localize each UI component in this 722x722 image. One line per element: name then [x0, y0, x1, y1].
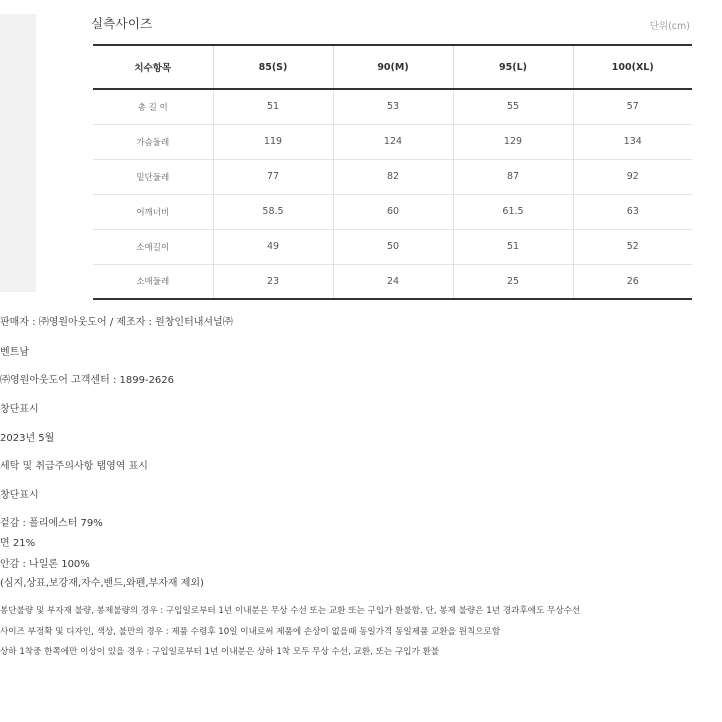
table-row: [93, 194, 692, 229]
table-row: [93, 124, 692, 159]
table-cell: 51: [453, 229, 573, 264]
table-cell: 55: [453, 89, 573, 124]
info-label-1: 창단표시: [0, 404, 39, 415]
table-cell: 77: [213, 159, 333, 194]
unit-label: 단위(cm): [649, 21, 690, 32]
row-label: 소매길이: [93, 229, 213, 264]
info-warranty-size: 사이즈 부정확 및 디자인, 색상, 불만의 경우 : 제품 수령후 10일 이내로써 제품에 손상이 없을때 동일가격 동일제품 교환을 원칙으로함: [0, 627, 501, 637]
row-label: 어깨너비: [93, 194, 213, 229]
table-cell: 53: [333, 89, 453, 124]
header-100xl: 100(XL): [573, 45, 692, 89]
info-seller: 판매자 : ㈜영원아웃도어 / 제조자 : 원창인터내셔널㈜: [0, 317, 233, 328]
table-cell: 63: [573, 194, 692, 229]
table-cell: 82: [333, 159, 453, 194]
size-table: [93, 44, 692, 300]
table-cell: 61.5: [453, 194, 573, 229]
section-title: 실측사이즈: [91, 16, 153, 31]
table-cell: 51: [213, 89, 333, 124]
table-cell: 52: [573, 229, 692, 264]
info-customer-center: ㈜영원아웃도어 고객센터 : 1899-2626: [0, 375, 175, 386]
info-outer-material: 겉감 : 폴리에스터 79%: [0, 518, 103, 529]
table-row: [93, 229, 692, 264]
row-label: 가슴둘레: [93, 124, 213, 159]
table-cell: 129: [453, 124, 573, 159]
info-warranty-defect: 봉단불량 및 부자재 불량, 봉제불량의 경우 : 구입일로부터 1년 이내분은 무상 수선 또는 교환 또는 구입가 환불함. 단, 봉제 불량은 1년 경과후에도 무상수선: [0, 606, 581, 616]
table-cell: 50: [333, 229, 453, 264]
row-label: 소매둘레: [93, 264, 213, 299]
table-cell: 60: [333, 194, 453, 229]
info-lining: 안감 : 나일론 100%: [0, 559, 90, 570]
info-cotton: 면 21%: [0, 538, 36, 549]
row-label: 총 길 이: [93, 89, 213, 124]
table-cell: 87: [453, 159, 573, 194]
info-warranty-set: 상하 1착중 한쪽에만 이상이 있을 경우 : 구입일로부터 1년 이내분은 상하 1착 모두 무상 수선, 교환, 또는 구입가 환불: [0, 647, 440, 657]
table-cell: 24: [333, 264, 453, 299]
table-cell: 124: [333, 124, 453, 159]
table-cell: 57: [573, 89, 692, 124]
table-header-row: [93, 45, 692, 89]
table-cell: 119: [213, 124, 333, 159]
table-row: [93, 89, 692, 124]
table-row: [93, 159, 692, 194]
info-care: 세탁 및 취급주의사항 탭영역 표시: [0, 461, 148, 472]
left-image-strip: [0, 14, 36, 292]
table-cell: 23: [213, 264, 333, 299]
info-date: 2023년 5월: [0, 433, 55, 444]
header-85s: 85(S): [213, 45, 333, 89]
table-cell: 58.5: [213, 194, 333, 229]
info-exclusion: (심지,상표,보강재,자수,밴드,와펜,부자재 제외): [0, 578, 204, 589]
header-95l: 95(L): [453, 45, 573, 89]
table-row: [93, 264, 692, 299]
table-cell: 92: [573, 159, 692, 194]
header-measure: 치수항목: [93, 45, 213, 89]
info-label-2: 창단표시: [0, 490, 39, 501]
header-90m: 90(M): [333, 45, 453, 89]
table-cell: 25: [453, 264, 573, 299]
info-origin: 벤트남: [0, 347, 29, 358]
table-cell: 49: [213, 229, 333, 264]
row-label: 밑단둘레: [93, 159, 213, 194]
table-cell: 26: [573, 264, 692, 299]
table-cell: 134: [573, 124, 692, 159]
